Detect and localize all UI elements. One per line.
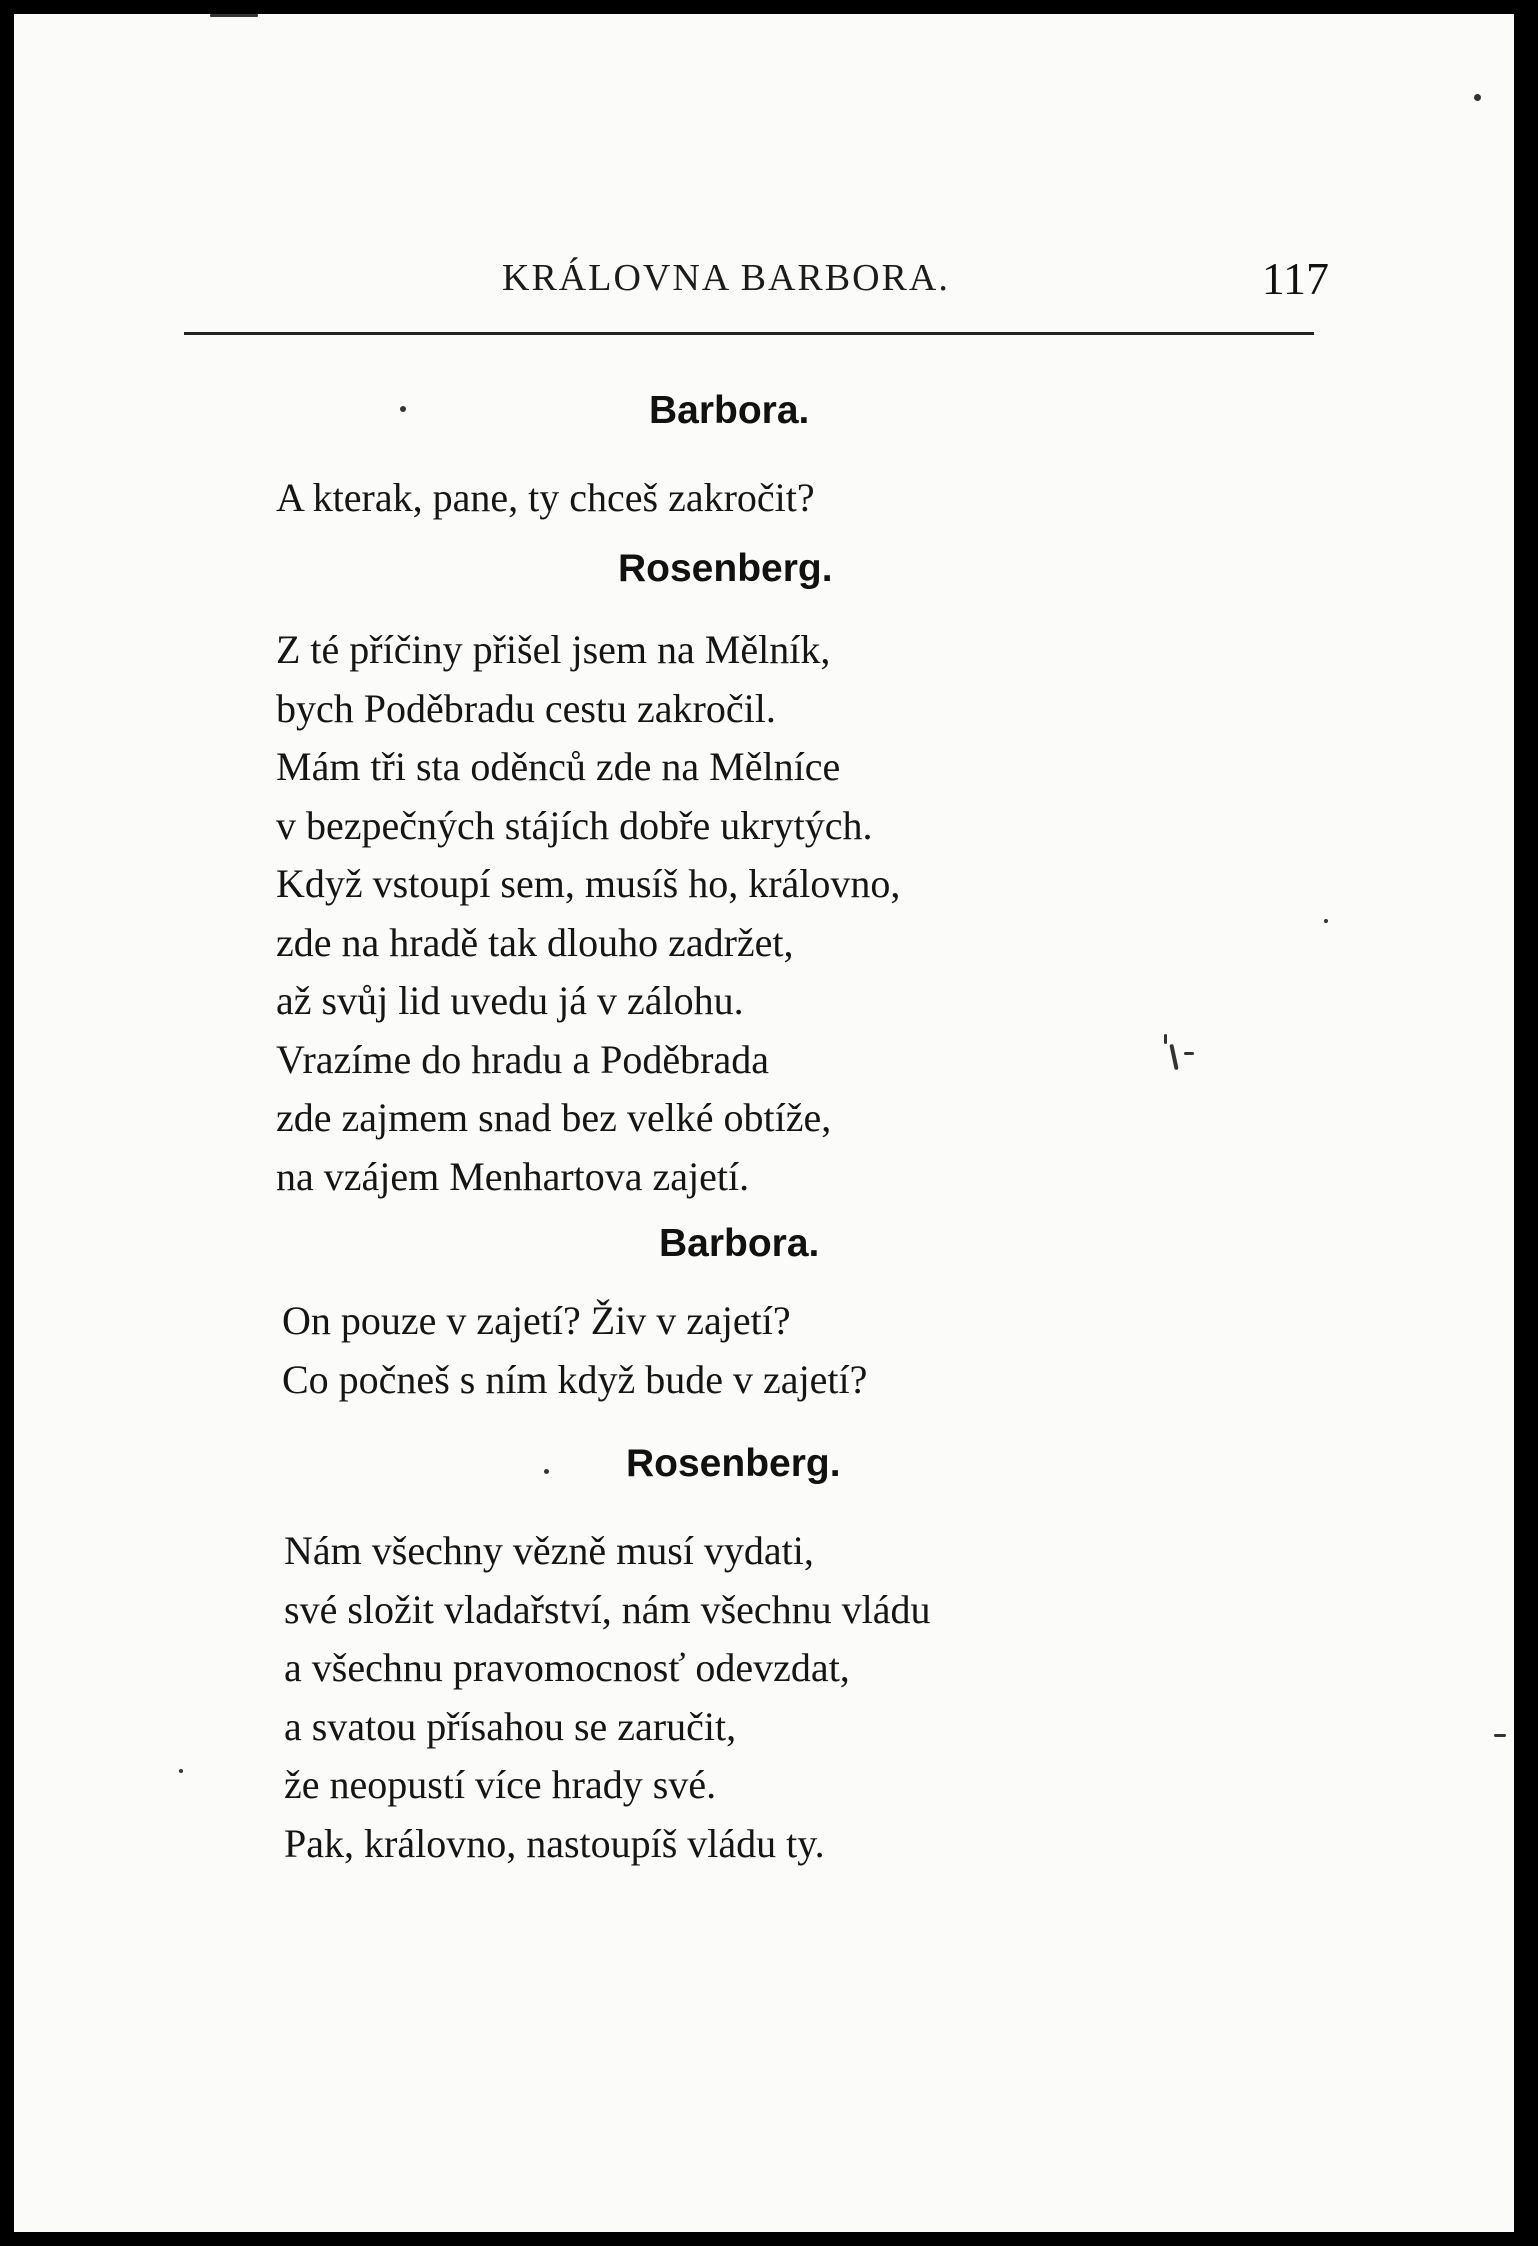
scan-speck: [1474, 94, 1481, 101]
verse-line: v bezpečných stájích dobře ukrytých.: [276, 802, 873, 848]
verse-line: na vzájem Menhartova zajetí.: [276, 1153, 750, 1199]
book-page: [14, 14, 1514, 2232]
verse-line: Pak, královno, nastoupíš vládu ty.: [284, 1820, 825, 1866]
verse-line: a všechnu pravomocnosť odevzdat,: [284, 1645, 850, 1690]
verse-line: bych Poděbradu cestu zakročil.: [276, 685, 776, 731]
verse-line: své složit vladařství, nám všechnu vládu: [284, 1586, 931, 1632]
scan-speck: [179, 1769, 183, 1773]
page-header: [184, 242, 1329, 322]
verse-line: Co počneš s ním když bude v zajetí?: [282, 1356, 868, 1402]
verse-line: že neopustí více hrady své.: [284, 1762, 717, 1807]
scan-speck: [1324, 919, 1328, 923]
verse-line: Mám tři sta oděnců zde na Mělníce: [276, 744, 841, 789]
verse-line: A kterak, pane, ty chceš zakročit?: [276, 475, 815, 520]
scan-speck: [1494, 1734, 1506, 1737]
scan-mark: [1169, 1044, 1178, 1070]
verse-line: On pouze v zajetí? Živ v zajetí?: [282, 1298, 791, 1343]
speaker-name: Barbora.: [649, 389, 810, 432]
verse-line: Z té příčiny přišel jsem na Mělník,: [276, 627, 831, 672]
speaker-name: Rosenberg.: [618, 547, 833, 590]
verse-block: [276, 621, 900, 1206]
verse-block: [284, 1522, 931, 1873]
verse-block: [282, 1292, 867, 1409]
verse-line: Když vstoupí sem, musíš ho, královno,: [276, 861, 901, 906]
running-title: KRÁLOVNA BARBORA.: [502, 257, 950, 299]
verse-line: Vrazíme do hradu a Poděbrada: [276, 1036, 769, 1082]
verse-line: až svůj lid uvedu já v zálohu.: [276, 978, 744, 1023]
scan-speck: [210, 14, 258, 17]
verse-line: zde zajmem snad bez velké obtíže,: [276, 1095, 832, 1140]
header-rule: [184, 332, 1314, 335]
verse-block: [276, 469, 815, 528]
scan-speck: [400, 406, 406, 412]
verse-line: Nám všechny vězně musí vydati,: [284, 1528, 814, 1573]
verse-line: a svatou přísahou se zaručit,: [284, 1703, 737, 1749]
verse-line: zde na hradě tak dlouho zadržet,: [276, 919, 794, 965]
scan-mark: [1184, 1052, 1194, 1055]
scan-mark: [1164, 1034, 1167, 1044]
speaker-name: Barbora.: [659, 1222, 820, 1265]
page-number: 117: [1261, 253, 1329, 304]
scan-speck: [544, 1469, 549, 1474]
speaker-name: Rosenberg.: [626, 1442, 841, 1485]
